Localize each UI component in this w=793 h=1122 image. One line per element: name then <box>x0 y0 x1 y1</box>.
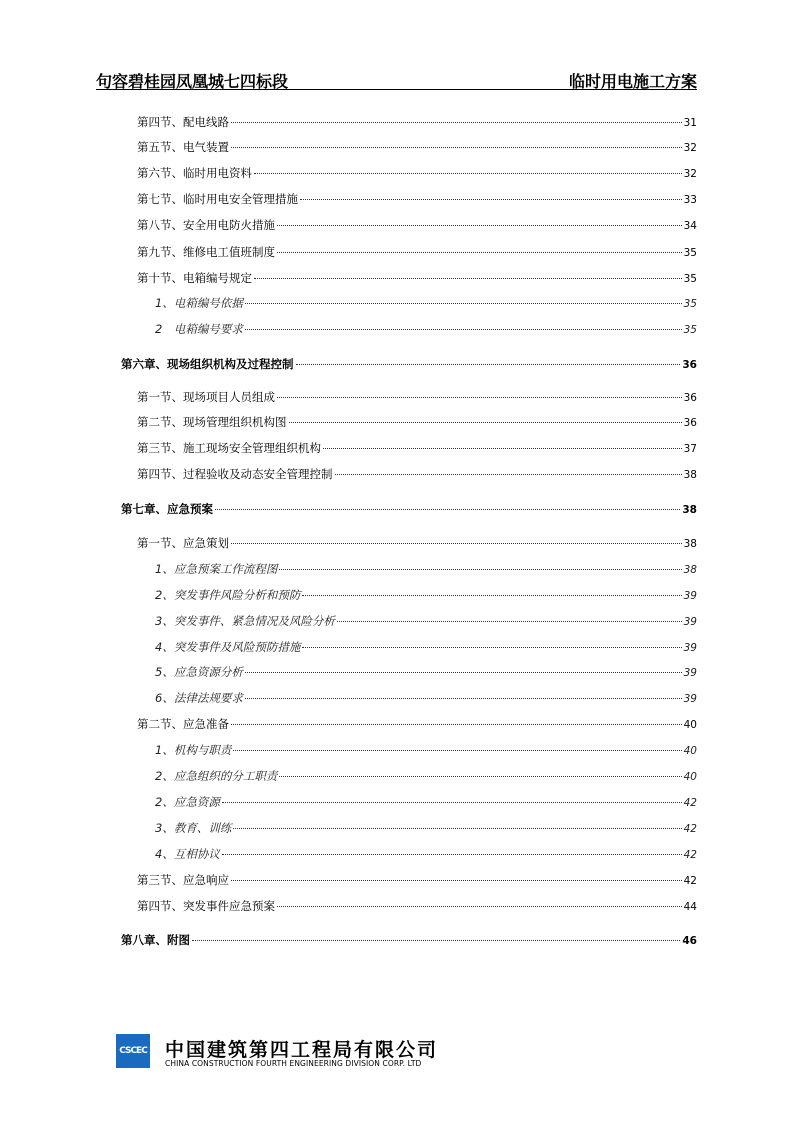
toc-entry-page: 40 <box>683 719 697 731</box>
toc-entry-title: 5、应急资源分析 <box>155 665 243 679</box>
dot-leader <box>245 303 682 304</box>
dot-leader <box>245 672 682 673</box>
toc-entry-page: 32 <box>683 142 697 154</box>
dot-leader <box>215 509 680 510</box>
dot-leader <box>231 880 682 881</box>
toc-entry[interactable] <box>137 244 697 260</box>
dot-leader <box>277 225 682 226</box>
toc-entry-title: 2、应急组织的分工职责 <box>155 769 278 783</box>
company-name-cn: 中国建筑第四工程局有限公司 <box>165 1039 439 1061</box>
toc-entry[interactable] <box>155 664 697 680</box>
toc-entry[interactable] <box>137 191 697 207</box>
toc-entry-title: 第十节、电箱编号规定 <box>137 271 252 285</box>
toc-entry-page: 38 <box>683 564 697 576</box>
toc-entry-page: 35 <box>683 273 697 285</box>
toc-entry[interactable] <box>137 872 697 888</box>
toc-entry-page: 39 <box>683 590 697 602</box>
logo-text: CSCEC <box>119 1046 147 1056</box>
toc-entry-page: 39 <box>683 667 697 679</box>
dot-leader <box>289 422 682 423</box>
dot-leader <box>233 750 681 751</box>
toc-entry-title: 第一节、现场项目人员组成 <box>137 390 275 404</box>
toc-entry[interactable] <box>137 114 697 130</box>
toc-entry-title: 4、互相协议 <box>155 847 220 861</box>
toc-entry-title: 4、突发事件及风险预防措施 <box>155 640 301 654</box>
dot-leader <box>302 647 681 648</box>
toc-entry[interactable] <box>137 440 697 456</box>
toc-entry[interactable] <box>155 639 697 655</box>
dot-leader <box>337 621 682 622</box>
toc-entry-page: 40 <box>683 771 697 783</box>
dot-leader <box>245 698 682 699</box>
toc-entry[interactable] <box>155 846 697 862</box>
toc-entry[interactable] <box>137 535 697 551</box>
toc-entry-page: 46 <box>682 935 697 947</box>
dot-leader <box>222 802 682 803</box>
header-document-title: 临时用电施工方案 <box>568 72 697 91</box>
toc-entry-title: 第七节、临时用电安全管理措施 <box>137 192 298 206</box>
dot-leader <box>300 199 682 200</box>
toc-entry-title: 3、突发事件、紧急情况及风险分析 <box>155 614 335 628</box>
toc-entry-page: 39 <box>683 642 697 654</box>
toc-entry[interactable] <box>155 742 697 758</box>
toc-entry[interactable] <box>155 690 697 706</box>
dot-leader <box>245 329 682 330</box>
toc-entry-title: 1、应急预案工作流程图 <box>155 562 278 576</box>
dot-leader <box>302 595 681 596</box>
toc-entry-title: 第一节、应急策划 <box>137 536 229 550</box>
dot-leader <box>277 397 682 398</box>
toc-entry[interactable] <box>137 165 697 181</box>
toc-entry[interactable] <box>121 932 697 948</box>
toc-entry-title: 第六章、现场组织机构及过程控制 <box>121 357 294 371</box>
toc-entry-title: 第八章、附图 <box>121 933 190 947</box>
toc-entry-page: 39 <box>683 693 697 705</box>
toc-entry-title: 第八节、安全用电防火措施 <box>137 218 275 232</box>
toc-entry-title: 第四节、突发事件应急预案 <box>137 899 275 913</box>
dot-leader <box>222 854 682 855</box>
toc-entry[interactable] <box>155 768 697 784</box>
toc-entry-title: 第六节、临时用电资料 <box>137 166 252 180</box>
toc-entry[interactable] <box>155 321 697 337</box>
toc-entry-page: 42 <box>683 875 697 887</box>
toc-entry[interactable] <box>155 613 697 629</box>
toc-entry-page: 38 <box>683 538 697 550</box>
toc-entry-title: 第二节、现场管理组织机构图 <box>137 415 287 429</box>
toc-entry[interactable] <box>137 466 697 482</box>
toc-entry-page: 42 <box>683 823 697 835</box>
toc-entry-title: 1、机构与职责 <box>155 743 232 757</box>
dot-leader <box>192 940 680 941</box>
toc-entry[interactable] <box>155 561 697 577</box>
toc-entry-page: 35 <box>683 298 697 310</box>
toc-entry[interactable] <box>137 414 697 430</box>
toc-entry-page: 39 <box>683 616 697 628</box>
toc-entry-page: 44 <box>683 901 697 913</box>
toc-entry[interactable] <box>137 139 697 155</box>
header-project-title: 句容碧桂园凤凰城七四标段 <box>96 72 289 91</box>
dot-leader <box>323 448 682 449</box>
toc-entry-page: 37 <box>683 443 697 455</box>
header-divider <box>96 89 697 90</box>
dot-leader <box>231 122 682 123</box>
toc-entry[interactable] <box>121 356 697 372</box>
toc-entry[interactable] <box>137 716 697 732</box>
toc-entry[interactable] <box>137 389 697 405</box>
toc-entry-title: 第九节、维修电工值班制度 <box>137 245 275 259</box>
toc-entry-title: 2、突发事件风险分析和预防 <box>155 588 301 602</box>
toc-entry-title: 6、法律法规要求 <box>155 691 243 705</box>
toc-entry-page: 35 <box>683 324 697 336</box>
toc-entry-title: 第七章、应急预案 <box>121 502 213 516</box>
toc-entry[interactable] <box>137 217 697 233</box>
toc-entry-page: 32 <box>683 168 697 180</box>
dot-leader <box>231 543 682 544</box>
toc-entry-page: 42 <box>683 849 697 861</box>
toc-entry-page: 34 <box>683 220 697 232</box>
toc-entry-title: 第三节、施工现场安全管理组织机构 <box>137 441 321 455</box>
dot-leader <box>231 724 682 725</box>
toc-entry-page: 33 <box>683 194 697 206</box>
toc-entry-page: 38 <box>683 469 697 481</box>
toc-entry-page: 35 <box>683 247 697 259</box>
toc-entry[interactable] <box>155 295 697 311</box>
dot-leader <box>279 776 681 777</box>
toc-entry-page: 36 <box>682 359 697 371</box>
toc-entry-page: 36 <box>683 417 697 429</box>
toc-entry-page: 42 <box>683 797 697 809</box>
toc-entry-title: 第四节、过程验收及动态安全管理控制 <box>137 467 333 481</box>
dot-leader <box>335 474 682 475</box>
dot-leader <box>233 828 681 829</box>
dot-leader <box>231 147 682 148</box>
toc-entry-page: 38 <box>682 504 697 516</box>
company-name-en: CHINA CONSTRUCTION FOURTH ENGINEERING DIVISION CORP. LTD <box>165 1059 422 1068</box>
toc-entry-page: 40 <box>683 745 697 757</box>
dot-leader <box>254 173 682 174</box>
company-logo <box>116 1034 150 1068</box>
toc-entry-title: 2 电箱编号要求 <box>155 322 243 336</box>
dot-leader <box>277 906 682 907</box>
toc-entry[interactable] <box>137 898 697 914</box>
toc-entry-title: 2、应急资源 <box>155 795 220 809</box>
toc-entry-page: 31 <box>683 117 697 129</box>
toc-entry-title: 第五节、电气装置 <box>137 140 229 154</box>
toc-entry-title: 第三节、应急响应 <box>137 873 229 887</box>
dot-leader <box>296 364 681 365</box>
toc-entry-page: 36 <box>683 392 697 404</box>
toc-entry[interactable] <box>137 270 697 286</box>
toc-entry-title: 3、教育、训练 <box>155 821 232 835</box>
dot-leader <box>277 252 682 253</box>
toc-entry[interactable] <box>155 587 697 603</box>
toc-entry-title: 1、电箱编号依据 <box>155 296 243 310</box>
toc-entry[interactable] <box>121 501 697 517</box>
dot-leader <box>279 569 681 570</box>
toc-entry-title: 第二节、应急准备 <box>137 717 229 731</box>
toc-entry-title: 第四节、配电线路 <box>137 115 229 129</box>
toc-entry[interactable] <box>155 820 697 836</box>
toc-entry[interactable] <box>155 794 697 810</box>
dot-leader <box>254 278 682 279</box>
